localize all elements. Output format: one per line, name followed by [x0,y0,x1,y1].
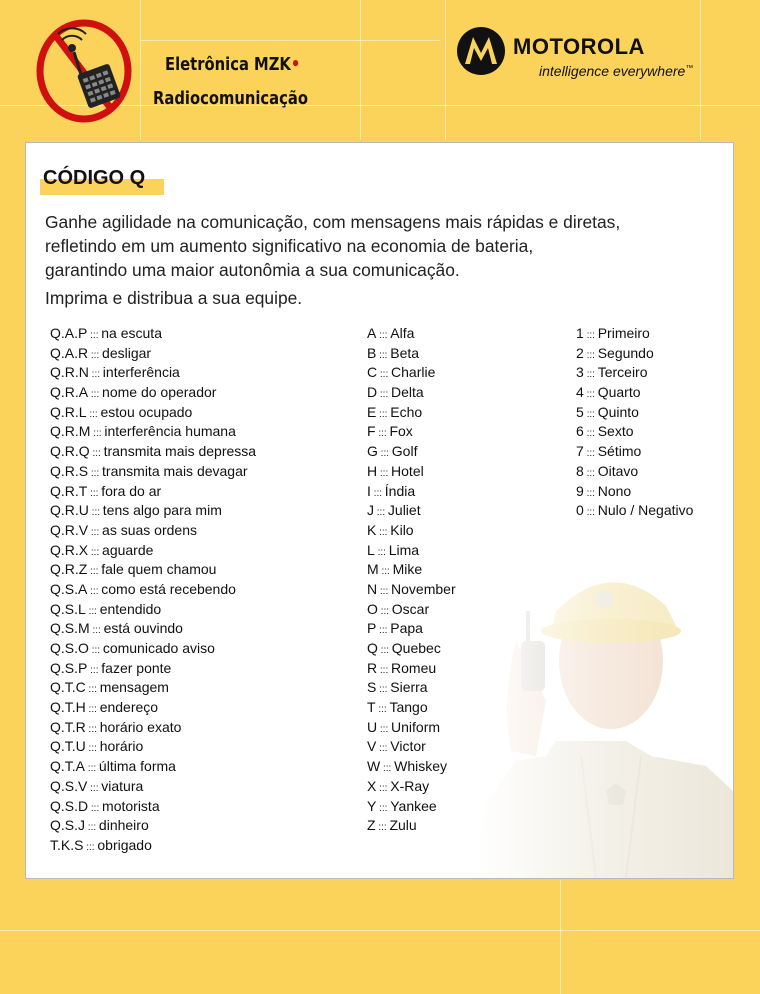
separator: ::: [88,349,103,361]
separator: ::: [87,566,102,578]
q-code-row [50,836,256,856]
alphabet-row-key: V [367,738,377,755]
number-row-key: 0 [576,502,584,519]
separator: ::: [376,684,391,696]
separator: ::: [88,507,103,519]
alphabet-row [367,678,456,698]
q-code-row-value: entendido [99,600,162,617]
q-code-row-key: Q.S.P [50,659,88,676]
brand-dot-icon: • [290,54,301,75]
alphabet-row-value: Juliet [387,502,421,519]
number-row-value: Quinto [597,403,639,420]
separator: ::: [85,763,99,775]
separator: ::: [89,448,104,460]
number-row-key: 7 [576,443,584,460]
q-code-row-key: Q.T.U [50,738,86,755]
separator: ::: [377,448,392,460]
q-code-row [50,757,256,777]
q-code-row-key: Q.A.R [50,344,89,361]
separator: ::: [375,428,390,440]
separator: ::: [85,822,99,834]
q-code-row [50,501,256,521]
number-row-key: 4 [576,384,584,401]
number-row [576,363,693,383]
separator: ::: [85,684,100,696]
q-code-row-value: transmita mais devagar [102,462,248,479]
alphabet-row [367,600,456,620]
separator: ::: [377,723,392,735]
separator: ::: [376,802,391,814]
alphabet-row-key: Y [367,797,377,814]
alphabet-row-value: Romeu [391,659,437,676]
alphabet-row-key: I [367,482,371,499]
q-code-row-value: está ouvindo [103,620,183,637]
separator: ::: [583,330,598,341]
number-row [576,383,693,403]
separator: ::: [377,664,392,676]
number-row-value: Segundo [597,344,654,361]
alphabet-row [367,501,456,521]
separator: ::: [90,428,105,440]
q-code-row-key: Q.S.J [50,817,86,834]
number-row-value: Sétimo [597,443,642,460]
q-code-row-key: Q.R.Q [50,443,90,460]
alphabet-row [367,541,456,561]
separator: ::: [88,369,103,381]
alphabet-row-key: T [367,699,376,716]
q-code-row-key: Q.R.N [50,364,89,381]
alphabet-row-value: Índia [384,482,416,499]
number-row-key: 8 [576,462,584,479]
number-row-value: Quarto [597,384,641,401]
separator: ::: [377,605,392,617]
q-code-row-key: Q.R.L [50,403,87,420]
q-code-row-value: horário exato [99,718,182,735]
q-code-row [50,816,256,836]
q-code-row-value: comunicado aviso [102,640,215,656]
q-code-row-value: fora do ar [101,482,162,499]
alphabet-row-key: O [367,600,378,617]
separator: ::: [583,507,598,519]
separator: ::: [583,369,598,381]
number-row-value: Primeiro [597,325,650,341]
q-code-row [50,560,256,580]
separator: ::: [88,546,103,558]
alphabet-row [367,639,456,659]
alphabet-row-key: J [367,502,374,519]
alphabet-row [367,482,456,502]
alphabet-row [367,403,456,423]
q-code-row-key: Q.S.M [50,620,90,637]
q-code-row [50,403,256,423]
alphabet-row-key: A [367,325,377,341]
q-code-row [50,521,256,541]
separator: ::: [88,802,103,814]
separator: ::: [374,507,388,519]
q-code-row-key: Q.T.A [50,758,86,775]
q-code-row-key: Q.R.Z [50,561,88,578]
alphabet-row-key: B [367,344,377,361]
alphabet-row-value: Kilo [390,521,414,538]
alphabet-row [367,383,456,403]
separator: ::: [583,408,598,420]
alphabet-row-key: Q [367,640,378,656]
decorative-line [0,930,760,931]
alphabet-row-value: Mike [392,561,423,578]
content-panel [25,142,734,879]
number-row [576,324,693,344]
number-row [576,462,693,482]
alphabet-row [367,718,456,738]
q-code-row-value: motorista [102,797,160,814]
alphabet-row-key: G [367,443,378,460]
separator: ::: [376,526,391,538]
number-row [576,403,693,423]
separator: ::: [377,585,392,597]
q-code-row-value: interferência humana [104,423,236,440]
number-row [576,482,693,502]
separator: ::: [85,723,100,735]
alphabet-row-key: C [367,364,378,381]
alphabet-row [367,324,456,344]
q-code-row-key: Q.S.V [50,777,88,794]
separator: ::: [374,546,389,558]
q-code-row-value: mensagem [99,679,169,696]
alphabet-row-key: M [367,561,379,578]
number-row [576,344,693,364]
alphabet-row-key: P [367,620,377,637]
alphabet-row-key: X [367,777,377,794]
alphabet-row-key: D [367,384,378,401]
intro-line: garantindo uma maior autonômia a sua comunicação. [45,260,460,280]
alphabet-row-key: N [367,580,378,597]
q-code-row [50,383,256,403]
motorola-emblem-icon [456,26,506,76]
separator: ::: [375,704,390,716]
intro-print-note: Imprima e distribua a sua equipe. [45,288,303,308]
separator: ::: [583,467,598,479]
q-code-list [50,324,256,856]
alphabet-row-value: Fox [389,423,413,440]
number-row-key: 9 [576,482,584,499]
alphabet-row-value: Quebec [391,640,441,656]
separator: ::: [376,625,391,637]
q-code-row-value: tens algo para mim [102,502,222,519]
q-code-row-key: Q.R.S [50,462,89,479]
alphabet-row [367,619,456,639]
q-code-row-value: obrigado [97,836,152,853]
separator: ::: [88,389,103,401]
alphabet-row-value: Oscar [391,600,430,617]
separator: ::: [583,487,598,499]
separator: ::: [378,566,393,578]
separator: ::: [87,487,102,499]
q-code-row-value: fale quem chamou [101,561,217,578]
separator: ::: [375,822,390,834]
q-code-row-key: Q.S.D [50,797,89,814]
separator: ::: [377,645,392,656]
alphabet-row-key: L [367,541,375,558]
alphabet-row-value: Yankee [390,797,437,814]
separator: ::: [376,743,391,755]
radio-antenna-logo-icon [34,18,134,124]
separator: ::: [86,408,101,420]
separator: ::: [376,408,391,420]
q-code-row [50,718,256,738]
page-title: CÓDIGO Q [43,167,146,189]
q-code-row [50,462,256,482]
alphabet-row-value: X-Ray [390,777,430,794]
separator: ::: [87,664,102,676]
number-row [576,501,693,521]
alphabet-row-value: Uniform [391,718,441,735]
number-row-value: Oitavo [597,462,639,479]
q-code-row-key: Q.S.O [50,640,89,656]
q-code-row [50,777,256,797]
alphabet-row [367,777,456,797]
alphabet-row [367,363,456,383]
brand-subtitle: Radiocomunicação [153,88,309,109]
q-code-row [50,324,256,344]
separator: ::: [88,467,103,479]
security-officer-illustration-icon [476,551,733,878]
q-code-row-key: Q.R.T [50,482,88,499]
alphabet-row [367,422,456,442]
separator: ::: [377,389,392,401]
alphabet-row [367,344,456,364]
separator: ::: [376,349,391,361]
separator: ::: [87,585,102,597]
separator: ::: [85,704,100,716]
alphabet-row [367,659,456,679]
alphabet-row-value: Echo [390,403,423,420]
q-code-row [50,422,256,442]
q-code-row-value: fazer ponte [101,659,172,676]
alphabet-row-value: Whiskey [394,758,448,775]
alphabet-row [367,816,456,836]
alphabet-row [367,560,456,580]
alphabet-row-key: R [367,659,378,676]
q-code-row [50,363,256,383]
q-code-row-key: Q.R.A [50,384,89,401]
q-code-row [50,541,256,561]
q-code-row-value: interferência [102,364,180,381]
alphabet-row-value: Hotel [391,462,424,479]
alphabet-row-key: W [367,758,381,775]
q-code-row-value: endereço [99,699,159,716]
q-code-row [50,442,256,462]
brand-name: Eletrônica MZK• [165,54,301,75]
q-code-row-value: viatura [101,777,144,794]
separator: ::: [380,763,395,775]
separator: ::: [376,782,391,794]
separator: ::: [583,349,598,361]
q-code-row-value: estou ocupado [100,403,193,420]
q-code-row [50,678,256,698]
number-row-key: 5 [576,403,584,420]
alphabet-row [367,757,456,777]
number-row-key: 1 [576,325,584,341]
separator: ::: [88,645,103,656]
q-code-row [50,659,256,679]
alphabet-row-key: E [367,403,377,420]
alphabet-row-value: Charlie [391,364,436,381]
number-row-key: 3 [576,364,584,381]
separator: ::: [83,841,98,853]
number-row-value: Nulo / Negativo [597,502,694,519]
separator: ::: [87,782,102,794]
q-code-row-key: T.K.S [50,836,84,853]
phonetic-alphabet-list [367,324,456,836]
q-code-row-key: Q.T.C [50,679,86,696]
q-code-row [50,698,256,718]
alphabet-row [367,737,456,757]
number-row-value: Nono [597,482,632,499]
number-row-value: Sexto [597,423,634,440]
q-code-row-value: as suas ordens [102,521,197,538]
separator: ::: [377,467,392,479]
q-code-row [50,482,256,502]
alphabet-row-value: Alfa [390,325,415,341]
number-row-value: Terceiro [597,364,648,381]
separator: ::: [87,330,102,341]
q-code-row [50,639,256,659]
q-code-row [50,797,256,817]
number-list [576,324,693,521]
separator: ::: [370,487,385,499]
alphabet-row-value: Papa [390,620,423,637]
alphabet-row-value: November [391,580,456,597]
alphabet-row-value: Tango [389,699,428,716]
q-code-row [50,344,256,364]
q-code-row-value: como está recebendo [101,580,236,597]
q-code-row [50,737,256,757]
separator: ::: [88,526,103,538]
separator: ::: [376,330,391,341]
alphabet-row-value: Zulu [389,817,417,834]
number-row [576,422,693,442]
alphabet-row [367,462,456,482]
q-code-row [50,600,256,620]
number-row-key: 2 [576,344,584,361]
alphabet-row [367,797,456,817]
alphabet-row-key: Z [367,817,376,834]
alphabet-row-key: U [367,718,378,735]
intro-line: Ganhe agilidade na comunicação, com mensagens mais rápidas e diretas, [45,212,621,232]
q-code-row [50,580,256,600]
q-code-row-key: Q.S.L [50,600,86,617]
q-code-row [50,619,256,639]
alphabet-row-value: Delta [391,384,424,401]
alphabet-row-key: K [367,521,377,538]
alphabet-row [367,580,456,600]
alphabet-row-key: F [367,423,376,440]
q-code-row-value: aguarde [102,541,154,558]
q-code-row-key: Q.A.P [50,325,88,341]
q-code-row-key: Q.T.R [50,718,86,735]
separator: ::: [583,389,598,401]
title-block [43,167,145,190]
alphabet-row-key: H [367,462,378,479]
separator: ::: [89,625,104,637]
q-code-row-value: dinheiro [98,817,149,834]
q-code-row-key: Q.S.A [50,580,88,597]
q-code-row-value: transmita mais depressa [103,443,257,460]
q-code-row-key: Q.R.M [50,423,91,440]
intro-text [45,210,705,310]
separator: ::: [85,605,100,617]
q-code-row-key: Q.T.H [50,699,86,716]
q-code-row-value: horário [99,738,144,755]
number-row-key: 6 [576,423,584,440]
q-code-row-key: Q.R.X [50,541,89,558]
decorative-line [560,880,561,994]
alphabet-row [367,698,456,718]
intro-line: refletindo em um aumento significativo na economia de bateria, [45,236,534,256]
alphabet-row [367,442,456,462]
partner-name: MOTOROLA [513,34,645,59]
alphabet-row-value: Victor [390,738,426,755]
q-code-row-value: última forma [98,758,176,775]
q-code-row-value: desligar [102,344,152,361]
alphabet-row-key: S [367,679,377,696]
alphabet-row-value: Beta [390,344,420,361]
alphabet-row-value: Lima [388,541,420,558]
alphabet-row-value: Golf [391,443,418,460]
q-code-row-value: nome do operador [102,384,217,401]
number-row [576,442,693,462]
separator: ::: [377,369,392,381]
q-code-row-key: Q.R.V [50,521,89,538]
q-code-row-value: na escuta [101,325,162,341]
alphabet-row [367,521,456,541]
alphabet-row-value: Sierra [390,679,428,696]
header [0,0,760,140]
separator: ::: [583,448,598,460]
partner-tagline: intelligence everywhere™ [539,63,694,79]
separator: ::: [583,428,598,440]
q-code-row-key: Q.R.U [50,502,89,519]
separator: ::: [85,743,100,755]
